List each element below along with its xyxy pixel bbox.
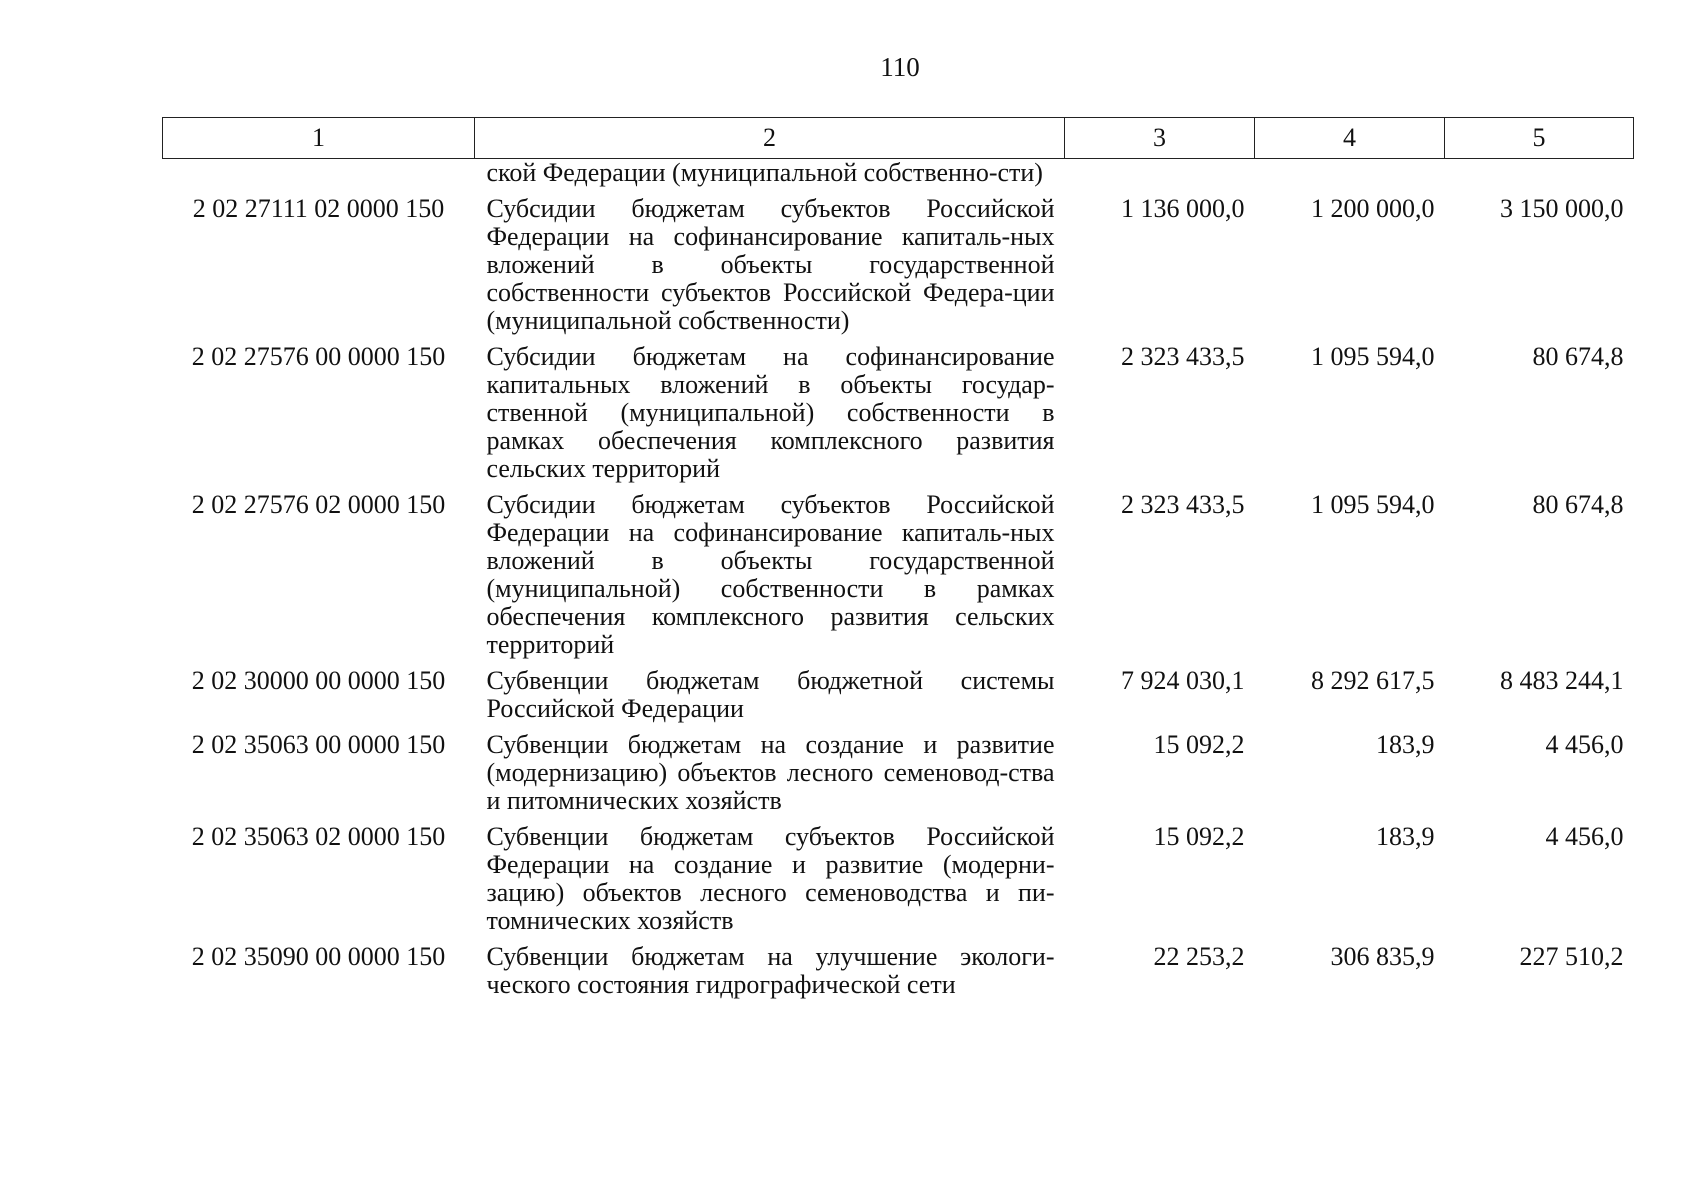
column-header-1: 1: [163, 118, 475, 159]
row-value-4: 1 095 594,0: [1311, 490, 1435, 519]
row-code: 2 02 35063 00 0000 150: [191, 730, 446, 759]
table-row: [163, 195, 1634, 343]
column-header-5: 5: [1445, 118, 1634, 159]
page-number: 110: [880, 52, 920, 82]
row-code: 2 02 27576 00 0000 150: [191, 342, 446, 371]
row-value-4: 8 292 617,5: [1311, 666, 1435, 695]
row-code: 2 02 27576 02 0000 150: [191, 490, 446, 519]
row-value-4: 306 835,9: [1330, 942, 1435, 971]
row-value-3: 15 092,2: [1153, 822, 1245, 851]
row-value-4: [1255, 159, 1445, 196]
row-value-5: 227 510,2: [1519, 942, 1624, 971]
table-row: [163, 343, 1634, 491]
row-value-5: 80 674,8: [1532, 342, 1624, 371]
row-description: ской Федерации (муниципальной собственно-сти): [486, 158, 1043, 187]
row-value-3: 2 323 433,5: [1121, 490, 1245, 519]
row-description: Субсидии бюджетам на софинансирование капитальных вложений в объекты государ-ственной (муниципальной) собственности в рамках обеспечения комплексного развития сельских территорий: [486, 342, 1055, 483]
row-value-3: 1 136 000,0: [1121, 194, 1245, 223]
row-value-4: 1 095 594,0: [1311, 342, 1435, 371]
row-description: Субвенции бюджетам на создание и развитие (модернизацию) объектов лесного семеновод-ства и питомнических хозяйств: [486, 730, 1055, 815]
row-description: Субсидии бюджетам субъектов Российской Федерации на софинансирование капиталь-ных вложений в объекты государственной собственности субъектов Российской Федера-ции (муниципальной собственности): [486, 194, 1055, 335]
row-code: 2 02 27111 02 0000 150: [192, 194, 445, 223]
table-row: [163, 491, 1634, 667]
row-description: Субсидии бюджетам субъектов Российской Федерации на софинансирование капиталь-ных вложений в объекты государственной (муниципальной) собственности в рамках обеспечения комплексного развития сельских территорий: [486, 490, 1055, 659]
column-header-2: 2: [475, 118, 1065, 159]
row-code: [163, 159, 475, 196]
row-value-4: 183,9: [1376, 822, 1435, 851]
table-row: [163, 667, 1634, 731]
row-code: 2 02 35090 00 0000 150: [191, 942, 446, 971]
row-value-5: 80 674,8: [1532, 490, 1624, 519]
row-value-5: 4 456,0: [1545, 730, 1624, 759]
row-value-5: 4 456,0: [1545, 822, 1624, 851]
table-header-row: [163, 118, 1634, 159]
row-value-3: [1065, 159, 1255, 196]
column-header-4: 4: [1255, 118, 1445, 159]
row-value-5: 8 483 244,1: [1500, 666, 1624, 695]
row-description: Субвенции бюджетам субъектов Российской Федерации на создание и развитие (модерни-зацию) объектов лесного семеноводства и пи-томнических хозяйств: [486, 822, 1055, 935]
table-row: [163, 731, 1634, 823]
row-value-3: 15 092,2: [1153, 730, 1245, 759]
row-value-5: 3 150 000,0: [1500, 194, 1624, 223]
table-row: [163, 823, 1634, 943]
table-row: [163, 943, 1634, 1007]
row-value-4: 1 200 000,0: [1311, 194, 1435, 223]
budget-table: [162, 117, 1634, 1007]
row-value-4: 183,9: [1376, 730, 1435, 759]
row-value-5: [1445, 159, 1634, 196]
table-row-continuation: [163, 159, 1634, 196]
row-value-3: 22 253,2: [1153, 942, 1245, 971]
row-description: Субвенции бюджетам на улучшение экологи-ческого состояния гидрографической сети: [486, 942, 1055, 999]
row-value-3: 2 323 433,5: [1121, 342, 1245, 371]
row-code: 2 02 35063 02 0000 150: [191, 822, 446, 851]
row-code: 2 02 30000 00 0000 150: [191, 666, 446, 695]
row-value-3: 7 924 030,1: [1121, 666, 1245, 695]
column-header-3: 3: [1065, 118, 1255, 159]
row-description: Субвенции бюджетам бюджетной системы Российской Федерации: [486, 666, 1055, 723]
